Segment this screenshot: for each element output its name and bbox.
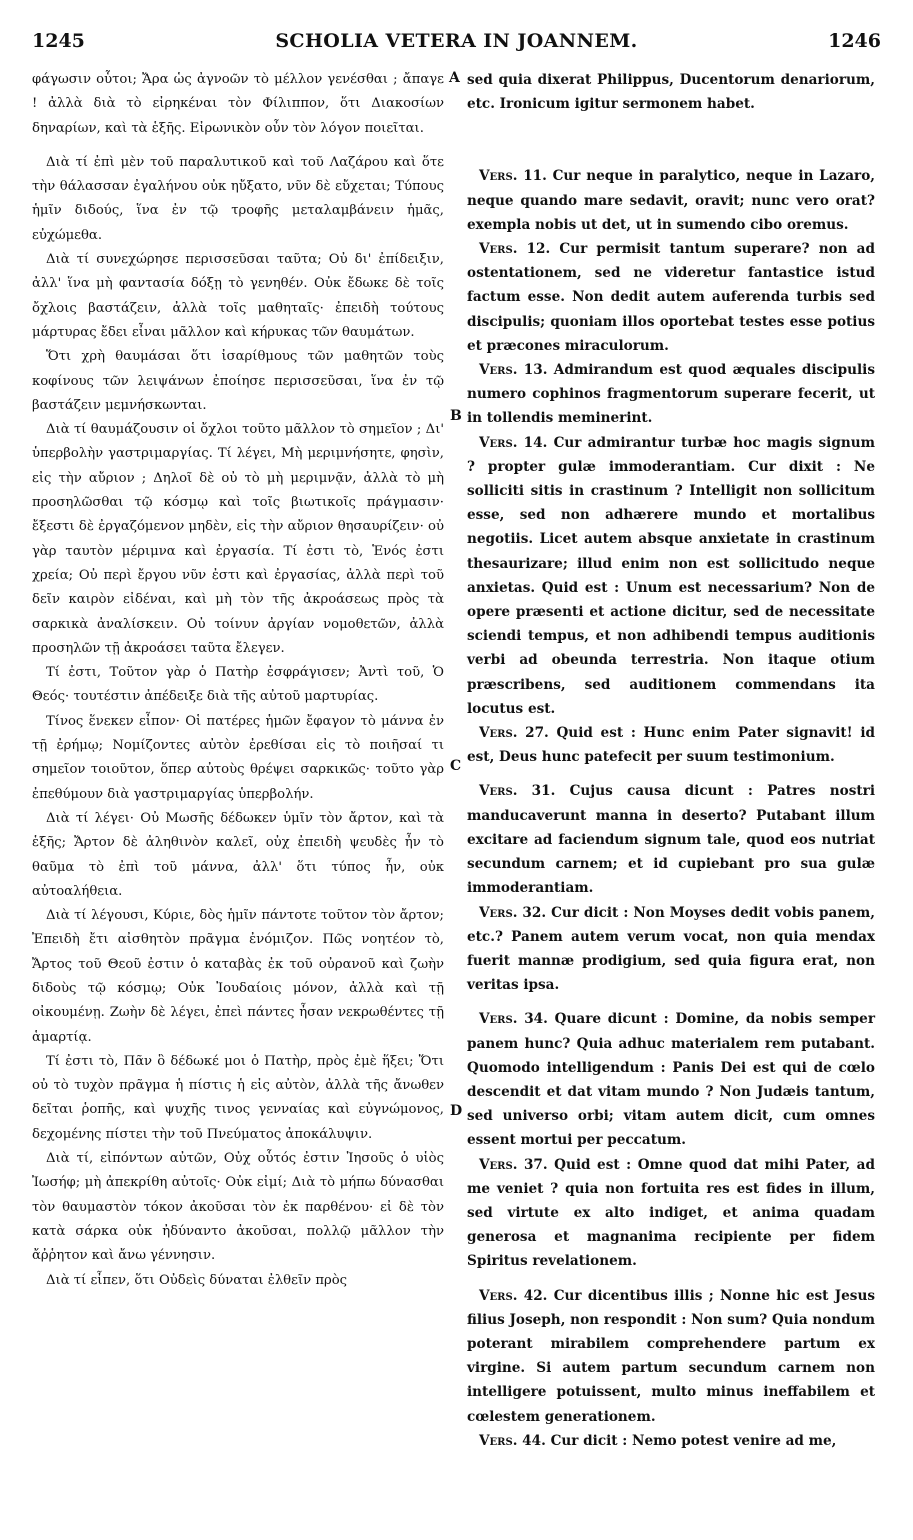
greek-paragraph: Διὰ τί ἐπὶ μὲν τοῦ παραλυτικοῦ καὶ τοῦ Λαζάρου καὶ ὅτε τὴν θάλασσαν ἐγαλήνου οὐκ ηὔξατο, νῦν δὲ εὔχεται; Τύπους ἡμῖν διδούς, ἵνα ἐν τῷ τροφῆς μεταλαμβάνειν ἡμᾶς, εὐχώμεθα. <box>32 154 444 243</box>
greek-paragraph: Διὰ τί θαυμάζουσιν οἱ ὄχλοι τοῦτο μᾶλλον τὸ σημεῖον ; Δι' ὑπερβολὴν γαστριμαργίας. Τί λέγει, Μὴ μεριμνήσητε, φησὶν, εἰς τὴν αὔριον ; Δηλοῖ δὲ οὐ τὸ μὴ μεριμνᾷν, ἀλλὰ τὸ μὴ προσηλῶσθαι τῷ κόσμῳ καὶ τοῖς βιωτικοῖς πράγμασιν· ἔξεστι δὲ ἐργαζόμενον μηδὲν, εἰς τὴν αὔριον θησαυρίζειν· οὐ γὰρ ταυτὸν μέριμνα καὶ ἐργασία. Τί ἐστι τὸ, Ἑνός ἐστι χρεία; Οὐ περὶ ἔργου νῦν ἐστι καὶ ἐργασίας, ἀλλὰ περὶ τοῦ δεῖν καιρὸν εἰδέναι, καὶ μὴ τὸν τῆς ἀκροάσεως πρὸς τὰ σαρκικὰ ἀναλίσκειν. Οὐ τοίνυν ἀργίαν νομοθετῶν, ἀλλὰ προσηλῶν τῇ ἀκροάσει ταῦτα ἔλεγεν. <box>32 422 444 656</box>
verse-label: Vers. 42. <box>479 1287 548 1304</box>
verse-label: Vers. 37. <box>479 1156 548 1173</box>
verse-label: Vers. 27. <box>479 725 549 742</box>
greek-paragraph: Διὰ τί, εἰπόντων αὐτῶν, Οὐχ οὗτός ἐστιν Ἰησοῦς ὁ υἱὸς Ἰωσήφ; μὴ ἀπεκρίθη αὐτοῖς· Οὐκ εἰμί; Διὰ τὸ μήπω δύνασθαι τὸν θαυμαστὸν τόκον ἀκοῦσαι τὸν ἐκ παρθένου· εἰ δὲ τὸν κατὰ σάρκα οὐκ ἠδύναντο ἀκοῦσαι, πολλῷ μᾶλλον τὴν ἄῤῥητον καὶ ἄνω γέννησιν. <box>32 1151 444 1264</box>
entry-text: Cur neque in paralytico, neque in Lazaro, neque quando mare sedavit, oravit; nunc vero orat? exempla nobis ut det, ut in sumendo cibo oremus. <box>467 168 875 233</box>
running-header <box>26 30 887 60</box>
verse-label: Vers. 14. <box>479 434 548 451</box>
verse-label: Vers. 34. <box>479 1011 548 1028</box>
entry-text: Cur dicit : Non Moyses dedit vobis panem, etc.? Panem autem verum vocat, non quia mendax fuerit mannæ prodigium, sed quia figura erat, non veritas ipsa. <box>467 904 875 994</box>
greek-paragraph: Τίνος ἕνεκεν εἶπον· Οἱ πατέρες ἡμῶν ἔφαγον τὸ μάννα ἐν τῇ ἐρήμῳ; Νομίζοντες αὐτὸν ἐρεθίσαι εἰς τὸ ποιῆσαί τι σημεῖον τοιοῦτον, ὅπερ αὐτοὺς θρέψει σαρκικῶς· τοῦτο γὰρ ἐπεθύμουν διὰ γαστριμαργίας ὑπερβολήν. <box>32 713 444 802</box>
greek-paragraph: Διὰ τί λέγει· Οὐ Μωσῆς δέδωκεν ὑμῖν τὸν ἄρτον, καὶ τὰ ἑξῆς; Ἄρτον δὲ ἀληθινὸν καλεῖ, οὐχ ἐπειδὴ ψευδὲς ἦν τὸ θαῦμα τὸ ἐπὶ τοῦ μάννα, ἀλλ' ὅτι τύπος ἦν, οὐκ αὐτοαλήθεια. <box>32 810 444 899</box>
latin-entry <box>467 1153 875 1274</box>
margin-marker-d: D <box>450 1103 463 1119</box>
latin-entry <box>467 721 875 769</box>
page-number-right: 1246 <box>828 30 881 52</box>
entry-text: Quare dicunt : Domine, da nobis semper panem hunc? Quia adhuc materialem rem putabant. Quomodo intelligendum : Panis Dei est qui de cœlo descendit et dat vitam mundo ? Non Judæis tantum, sed universo orbi; vitam autem dicit, cum omnes essent mortui per peccatum. <box>467 1011 875 1149</box>
verse-label: Vers. 12. <box>479 241 551 258</box>
verse-label: Vers. 32. <box>479 904 547 921</box>
greek-column <box>32 68 444 1293</box>
greek-paragraph: Διὰ τί συνεχώρησε περισσεῦσαι ταῦτα; Οὐ δι' ἐπίδειξιν, ἀλλ' ἵνα μὴ φαντασία δόξῃ τὸ γενηθέν. Οὐκ ἔδωκε δὲ τοῖς ὄχλοις βαστάζειν, ἀλλὰ τοῖς μαθηταῖς· ἐπειδὴ τούτους μάρτυρας ἔδει εἶναι μᾶλλον καὶ κήρυκας τῶν θαυμάτων. <box>32 252 444 340</box>
entry-text: Cur permisit tantum superare? non ad ostentationem, sed ne videretur fantastice istud factum esse. Non dedit autem auferenda turbis sed discipulis; quoniam illos oportebat testes esse potius et præcones miraculorum. <box>467 241 875 354</box>
margin-marker-c: C <box>450 758 462 774</box>
latin-entry <box>467 779 875 900</box>
entry-text: Cur dicit : Nemo potest venire ad me, <box>550 1432 837 1449</box>
latin-entry <box>467 901 875 998</box>
entry-text: Cur dicentibus illis ; Nonne hic est Jesus filius Joseph, non respondit : Non sum? Quia nondum poterant mirabilem comprehendere partum ex virgine. Si autem partum secundum carnem non intelligere potuissent, multo minus ineffabilem et cœlestem generationem. <box>467 1287 875 1425</box>
latin-column <box>467 68 875 1453</box>
latin-entry <box>467 1007 875 1152</box>
verse-label: Vers. 31. <box>479 783 556 800</box>
entry-text: Quid est : Hunc enim Pater signavit! id est, Deus hunc patefecit per suum testimonium. <box>467 725 875 766</box>
running-title: SCHOLIA VETERA IN JOANNEM. <box>275 30 638 52</box>
entry-text: Cur admirantur turbæ hoc magis signum ? propter gulæ immoderantiam. Cur dixit : Ne solliciti sitis in crastinum ? Intelligit non sollicitum esse, sed non adhærere mundo et mortalibus negotiis. Licet autem absque anxietate in crastinum thesaurizare; illud enim non est sollicitudo neque anxietas. Quid est : Unum est necessarium? Non de opere præsenti et actione dicitur, sed de necessitate sciendi tempus, et non adhibendi tempus auditionis verbi ad obeunda terrestria. Non itaque otium præscribens, sed auditionem commendans ita locutus est. <box>467 434 875 717</box>
latin-entry <box>467 237 875 358</box>
verse-label: Vers. 11. <box>479 168 547 185</box>
margin-marker-a: A <box>449 70 460 86</box>
greek-paragraph: Διὰ τί λέγουσι, Κύριε, δὸς ἡμῖν πάντοτε τοῦτον τὸν ἄρτον; Ἐπειδὴ ἔτι αἰσθητὸν πρᾶγμα ἐνόμιζον. Πῶς νοητέον τὸ, Ἄρτος τοῦ Θεοῦ ἐστιν ὁ καταβὰς ἐκ τοῦ οὐρανοῦ καὶ ζωὴν διδοὺς τῷ κόσμῳ; Οὐκ Ἰουδαίοις μόνον, ἀλλὰ καὶ τῇ οἰκουμένῃ. Ζωὴν δὲ λέγει, ἐπεὶ πάντες ἦσαν νεκρωθέντες τῇ ἁμαρτίᾳ. <box>32 908 444 1045</box>
entry-text: Cujus causa dicunt : Patres nostri manducaverunt manna in deserto? Putabant illum excitare ad faciendum signum tale, quod eos nutriat secundum carnem; et id cupiebant pro sua gulæ immoderantiam. <box>467 783 875 897</box>
greek-paragraph: Ὅτι χρὴ θαυμάσαι ὅτι ἰσαρίθμους τῶν μαθητῶν τοὺς κοφίνους τῶν λειψάνων ἐποίησε περισσεῦσαι, ἵνα ἐν τῷ βαστάζειν μεμνήσκωνται. <box>32 349 444 413</box>
entry-text: Admirandum est quod æquales discipulis numero cophinos fragmentorum superare fecerit, ut in tollendis meminerint. <box>467 362 876 427</box>
page-number-left: 1245 <box>32 30 85 52</box>
greek-paragraph: φάγωσιν οὗτοι; Ἄρα ὡς ἀγνοῶν τὸ μέλλον γενέσθαι ; ἄπαγε ! ἀλλὰ διὰ τὸ εἰρηκέναι τὸν Φίλιππον, ὅτι Διακοσίων δηναρίων, καὶ τὰ ἑξῆς. Εἰρωνικὸν οὖν τὸν λόγον ποιεῖται. <box>32 72 444 136</box>
latin-entry <box>467 1284 875 1429</box>
latin-entry <box>467 358 875 431</box>
latin-entry <box>467 1429 875 1453</box>
latin-intro: sed quia dixerat Philippus, Ducentorum denariorum, etc. Ironicum igitur sermonem habet. <box>467 72 875 113</box>
greek-paragraph: Τί ἐστι τὸ, Πᾶν ὃ δέδωκέ μοι ὁ Πατὴρ, πρὸς ἐμὲ ἥξει; Ὅτι οὐ τὸ τυχὸν πρᾶγμα ἡ πίστις ἡ εἰς αὐτὸν, ἀλλὰ τῆς ἄνωθεν δεῖται ῥοπῆς, καὶ ψυχῆς τινος γενναίας καὶ εὐγνώμονος, δεχομένης πίστει τὴν τοῦ Πνεύματος ἀποκάλυψιν. <box>32 1053 444 1142</box>
verse-label: Vers. 13. <box>479 362 548 379</box>
margin-marker-b: B <box>450 408 462 424</box>
latin-entry <box>467 431 875 721</box>
greek-paragraph: Τί ἐστι, Τοῦτον γὰρ ὁ Πατὴρ ἐσφράγισεν; Ἀντὶ τοῦ, Ὁ Θεός· τουτέστιν ἀπέδειξε διὰ τῆς αὐτοῦ μαρτυρίας. <box>32 665 444 705</box>
verse-label: Vers. 44. <box>479 1432 546 1449</box>
entry-text: Quid est : Omne quod dat mihi Pater, ad me veniet ? quia non fortuita res est fides in illum, sed virtute ex alto indiget, et anima quadam generosa et magnanima recipiente per fidem Spiritus revelationem. <box>467 1156 875 1270</box>
greek-paragraph: Διὰ τί εἶπεν, ὅτι Οὐδεὶς δύναται ἐλθεῖν πρὸς <box>46 1272 348 1288</box>
latin-entry <box>467 164 875 237</box>
